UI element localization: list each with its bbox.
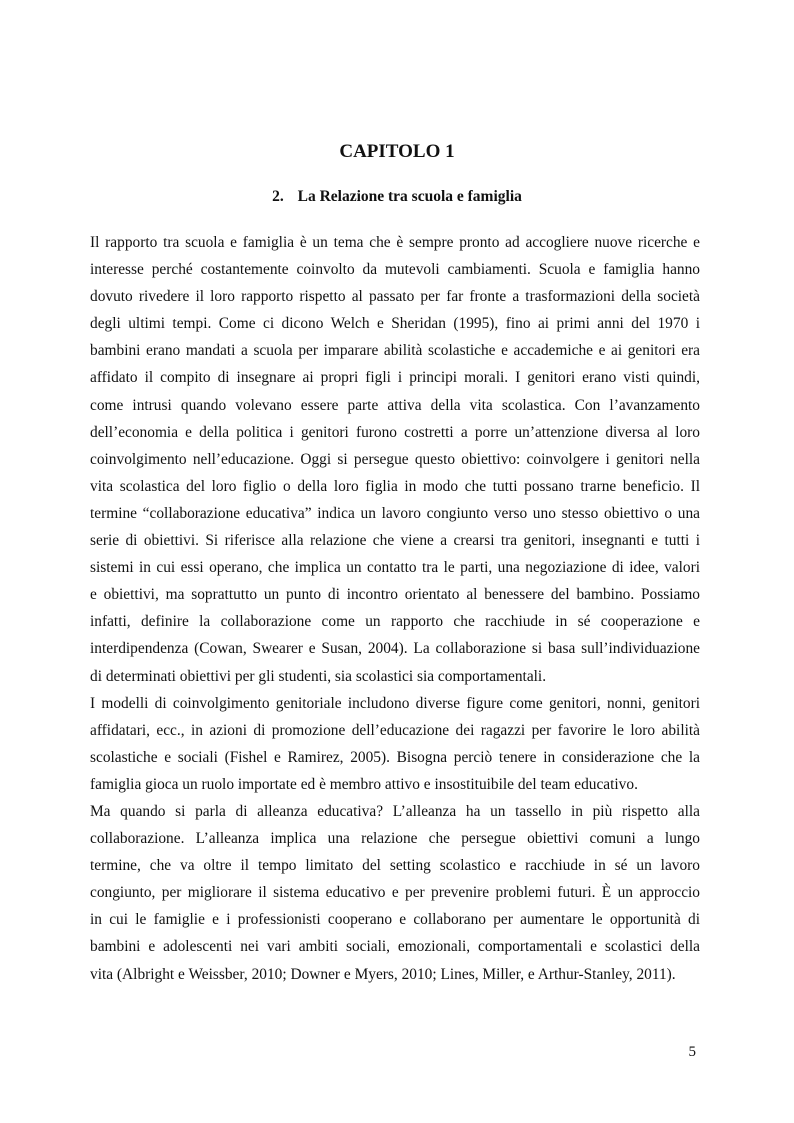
- body-line: scolastiche e sociali (Fishel e Ramirez, 2005). Bisogna perciò tenere in considerazione che la: [90, 748, 700, 766]
- body-line: affidatari, ecc., in azioni di promozione dell’educazione dei ragazzi per favorire le loro abilità: [90, 721, 700, 739]
- body-line: interdipendenza (Cowan, Swearer e Susan, 2004). La collaborazione si basa sull’individuazione: [90, 640, 700, 658]
- body-line: degli ultimi tempi. Come ci dicono Welch e Sheridan (1995), fino ai primi anni del 1970 i: [90, 315, 700, 333]
- body-line: di determinati obiettivi per gli studenti, sia scolastici sia comportamentali.: [90, 667, 547, 685]
- body-line: bambini erano mandati a scuola per imparare abilità scolastiche e accademiche e ai genitori era: [90, 342, 700, 360]
- body-line: collaborazione. L’alleanza implica una relazione che persegue obiettivi comuni a lungo: [90, 830, 700, 848]
- section-number: 2.: [272, 188, 284, 205]
- body-line: in cui le famiglie e i professionisti cooperano e collaborano per aumentare le opportunità di: [90, 911, 700, 929]
- body-line: come intrusi quando volevano essere parte attiva della vita scolastica. Con l’avanzamento: [90, 396, 700, 414]
- body-line: sistemi in cui essi operano, che implica un contatto tra le parti, una negoziazione di idee, valori: [90, 559, 700, 577]
- body-line: Il rapporto tra scuola e famiglia è un tema che è sempre pronto ad accogliere nuove ricerche e: [90, 234, 700, 251]
- body-line: Ma quando si parla di alleanza educativa? L’alleanza ha un tassello in più rispetto alla: [90, 802, 700, 820]
- body-line: I modelli di coinvolgimento genitoriale includono diverse figure come genitori, nonni, genitori: [90, 694, 700, 712]
- body-line: dovuto rivedere il loro rapporto rispetto al passato per far fronte a trasformazioni della società: [90, 288, 700, 306]
- body-line: bambini e adolescenti nei vari ambiti sociali, emozionali, comportamentali e scolastici della: [90, 938, 700, 956]
- body-line: coinvolgimento nell’educazione. Oggi si persegue questo obiettivo: coinvolgere i genitori nella: [90, 450, 700, 468]
- body-line: famiglia gioca un ruolo importate ed è membro attivo e insostituibile del team educativo.: [90, 775, 638, 793]
- body-line: infatti, definire la collaborazione come un rapporto che racchiude in sé cooperazione e: [90, 613, 700, 631]
- page-number: 5: [688, 1044, 696, 1060]
- body-line: serie di obiettivi. Si riferisce alla relazione che viene a crearsi tra genitori, insegnanti e tutti i: [90, 532, 700, 550]
- section-title: La Relazione tra scuola e famiglia: [297, 188, 522, 205]
- body-line: vita (Albright e Weissber, 2010; Downer e Myers, 2010; Lines, Miller, e Arthur-Stanley, 2011).: [90, 965, 676, 983]
- body-line: termine “collaborazione educativa” indica un lavoro congiunto verso uno stesso obiettivo o una: [90, 504, 700, 522]
- body-line: termine, che va oltre il tempo limitato del setting scolastico e racchiude in sé un lavoro: [90, 857, 700, 875]
- body-line: vita scolastica del loro figlio o della loro figlia in modo che tutti possano trarne beneficio. Il: [90, 477, 700, 495]
- body-line: dell’economia e della politica i genitori furono costretti a porre un’attenzione diversa al loro: [90, 423, 700, 441]
- body-text: [90, 229, 700, 988]
- body-line: affidato il compito di insegnare ai propri figli i principi morali. I genitori erano visti quindi,: [90, 369, 700, 387]
- chapter-heading: CAPITOLO 1: [339, 141, 455, 162]
- body-line: e obiettivi, ma soprattutto un punto di incontro orientato al benessere del bambino. Possiamo: [90, 586, 700, 604]
- body-line: interesse perché costantemente coinvolto da mutevoli cambiamenti. Scuola e famiglia hanno: [90, 261, 700, 279]
- body-line: congiunto, per migliorare il sistema educativo e per prevenire problemi futuri. È un approccio: [90, 884, 700, 902]
- section-heading: [0, 188, 794, 206]
